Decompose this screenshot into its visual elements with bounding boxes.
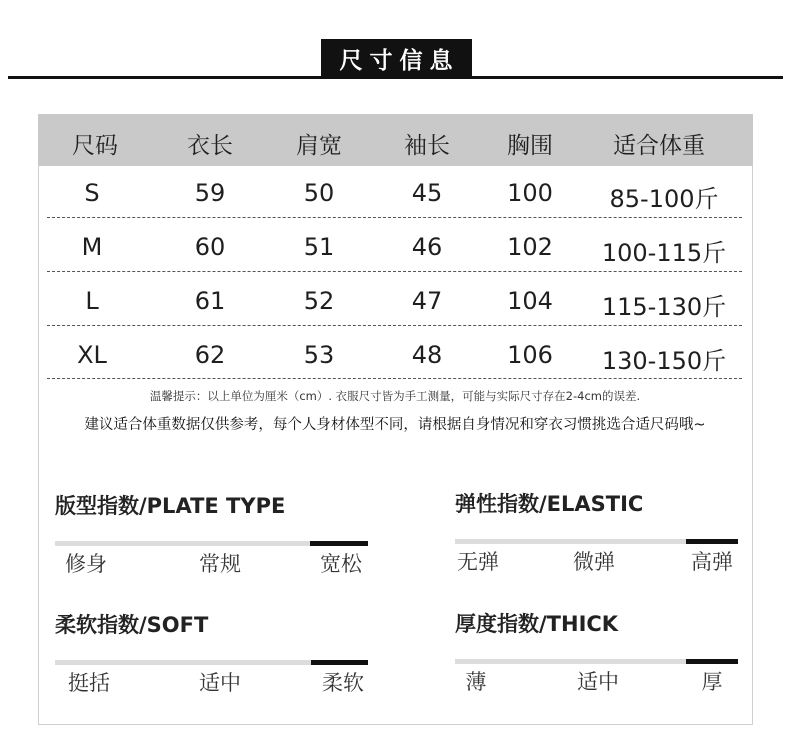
table-cell: 106: [507, 341, 553, 369]
table-cell: 115-130斤: [601, 293, 727, 321]
soft-title: 柔软指数/SOFT: [55, 613, 209, 637]
table-cell: 52: [303, 287, 335, 315]
table-cell: L: [85, 287, 99, 315]
soft-option: 柔软: [322, 671, 364, 695]
row-divider: [47, 325, 742, 326]
table-cell: 100: [507, 179, 553, 207]
table-cell: 85-100斤: [609, 185, 719, 213]
table-cell: 48: [411, 341, 443, 369]
plate-type-selected-marker: [310, 541, 368, 546]
table-cell: 60: [194, 233, 226, 261]
plate-type-title: 版型指数/PLATE TYPE: [55, 494, 286, 518]
header-weight: 适合体重: [613, 133, 705, 159]
table-cell: 100-115斤: [601, 239, 727, 267]
soft-option: 挺括: [68, 671, 110, 695]
soft-selected-marker: [311, 660, 368, 665]
table-cell: 59: [194, 179, 226, 207]
soft-option: 适中: [199, 671, 241, 695]
table-cell: 130-150斤: [601, 347, 727, 375]
table-cell: 51: [303, 233, 335, 261]
thick-option: 薄: [465, 670, 487, 694]
table-cell: M: [81, 233, 103, 261]
header-length: 衣长: [187, 133, 233, 159]
header-shoulder: 肩宽: [296, 133, 342, 159]
table-cell: 53: [303, 341, 335, 369]
plate-type-option: 常规: [199, 552, 241, 576]
thick-selected-marker: [686, 659, 738, 664]
table-cell: XL: [77, 341, 107, 369]
elastic-selected-marker: [686, 539, 738, 544]
table-cell: 61: [194, 287, 226, 315]
elastic-option: 高弹: [691, 550, 733, 574]
table-cell: 45: [411, 179, 443, 207]
plate-type-option: 宽松: [320, 552, 362, 576]
table-cell: S: [84, 179, 100, 207]
table-cell: 50: [303, 179, 335, 207]
row-divider: [47, 217, 742, 218]
measurement-tip: 温馨提示：以上单位为厘米（cm）. 衣服尺寸皆为手工测量，可能与实际尺寸存在2-4cm的误差.: [149, 389, 641, 403]
row-divider: [47, 378, 742, 379]
elastic-option: 无弹: [457, 550, 499, 574]
header-size: 尺码: [72, 133, 118, 159]
table-cell: 102: [507, 233, 553, 261]
elastic-option: 微弹: [573, 550, 615, 574]
weight-advice: 建议适合体重数据仅供参考，每个人身材体型不同，请根据自身情况和穿衣习惯挑选合适尺码哦~: [84, 417, 706, 433]
table-cell: 62: [194, 341, 226, 369]
page-title: 尺寸信息: [321, 39, 472, 78]
table-cell: 47: [411, 287, 443, 315]
table-cell: 104: [507, 287, 553, 315]
elastic-title: 弹性指数/ELASTIC: [455, 492, 644, 516]
header-sleeve: 袖长: [404, 133, 450, 159]
header-chest: 胸围: [507, 133, 553, 159]
table-cell: 46: [411, 233, 443, 261]
row-divider: [47, 271, 742, 272]
thick-title: 厚度指数/THICK: [455, 612, 619, 636]
plate-type-option: 修身: [65, 552, 107, 576]
thick-option: 厚: [701, 670, 723, 694]
thick-option: 适中: [577, 670, 619, 694]
